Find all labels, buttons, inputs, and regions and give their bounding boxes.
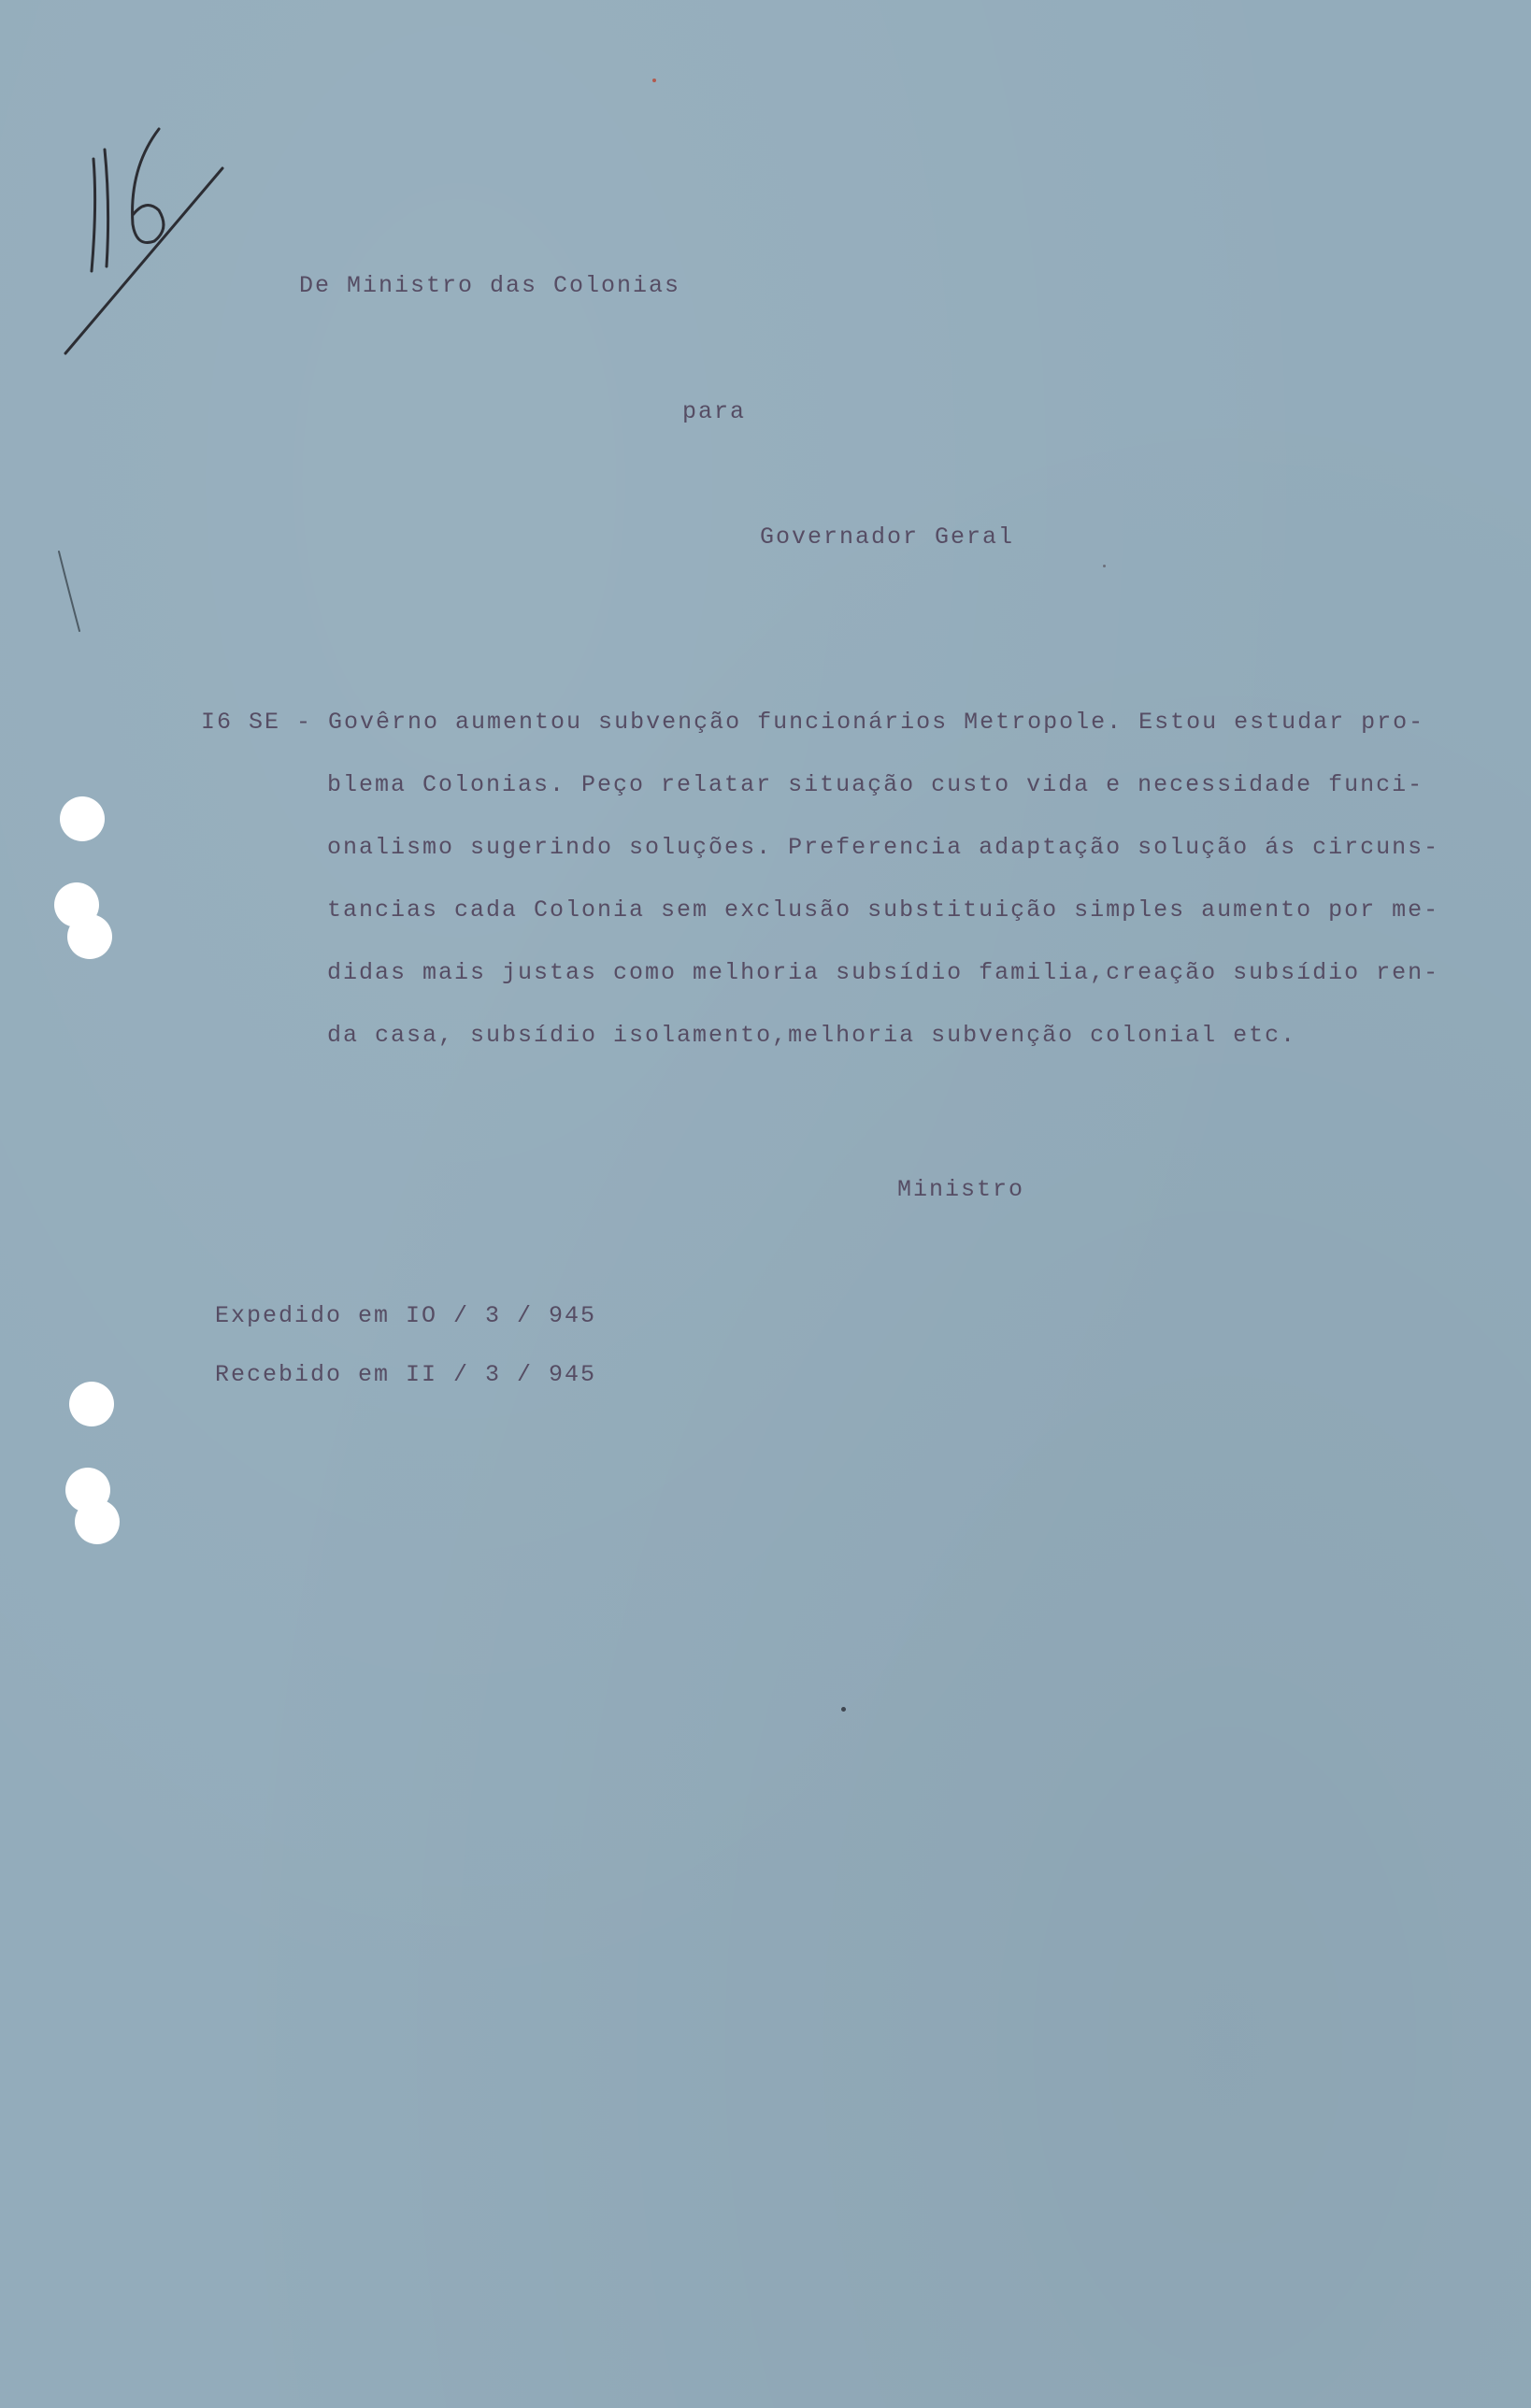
paper-speck — [841, 1707, 846, 1712]
header-from: De Ministro das Colonias — [299, 272, 681, 299]
message-line: onalismo sugerindo soluções. Preferencia adaptação solução ás circuns- — [327, 834, 1440, 861]
punch-hole — [67, 914, 112, 959]
message-line: didas mais justas como melhoria subsídio familia,creação subsídio ren- — [327, 959, 1440, 986]
message-line: da casa, subsídio isolamento,melhoria subvenção colonial etc. — [327, 1022, 1297, 1049]
expedido-date: Expedido em IO / 3 / 945 — [215, 1302, 597, 1329]
punch-hole — [75, 1499, 120, 1544]
paper-edge-mark — [51, 542, 89, 645]
handwritten-number-16 — [56, 112, 243, 374]
message-line: I6 SE - Govêrno aumentou subvenção funcionários Metropole. Estou estudar pro- — [201, 709, 1425, 736]
punch-hole — [60, 796, 105, 841]
header-to: Governador Geral — [760, 523, 1015, 551]
message-line: tancias cada Colonia sem exclusão substituição simples aumento por me- — [327, 896, 1440, 924]
paper-speck — [652, 79, 656, 82]
paper-speck — [1103, 565, 1106, 567]
punch-hole — [69, 1382, 114, 1426]
header-para: para — [682, 398, 747, 425]
recebido-date: Recebido em II / 3 / 945 — [215, 1361, 597, 1388]
signature: Ministro — [897, 1176, 1025, 1203]
message-line: blema Colonias. Peço relatar situação custo vida e necessidade funci- — [327, 771, 1424, 798]
